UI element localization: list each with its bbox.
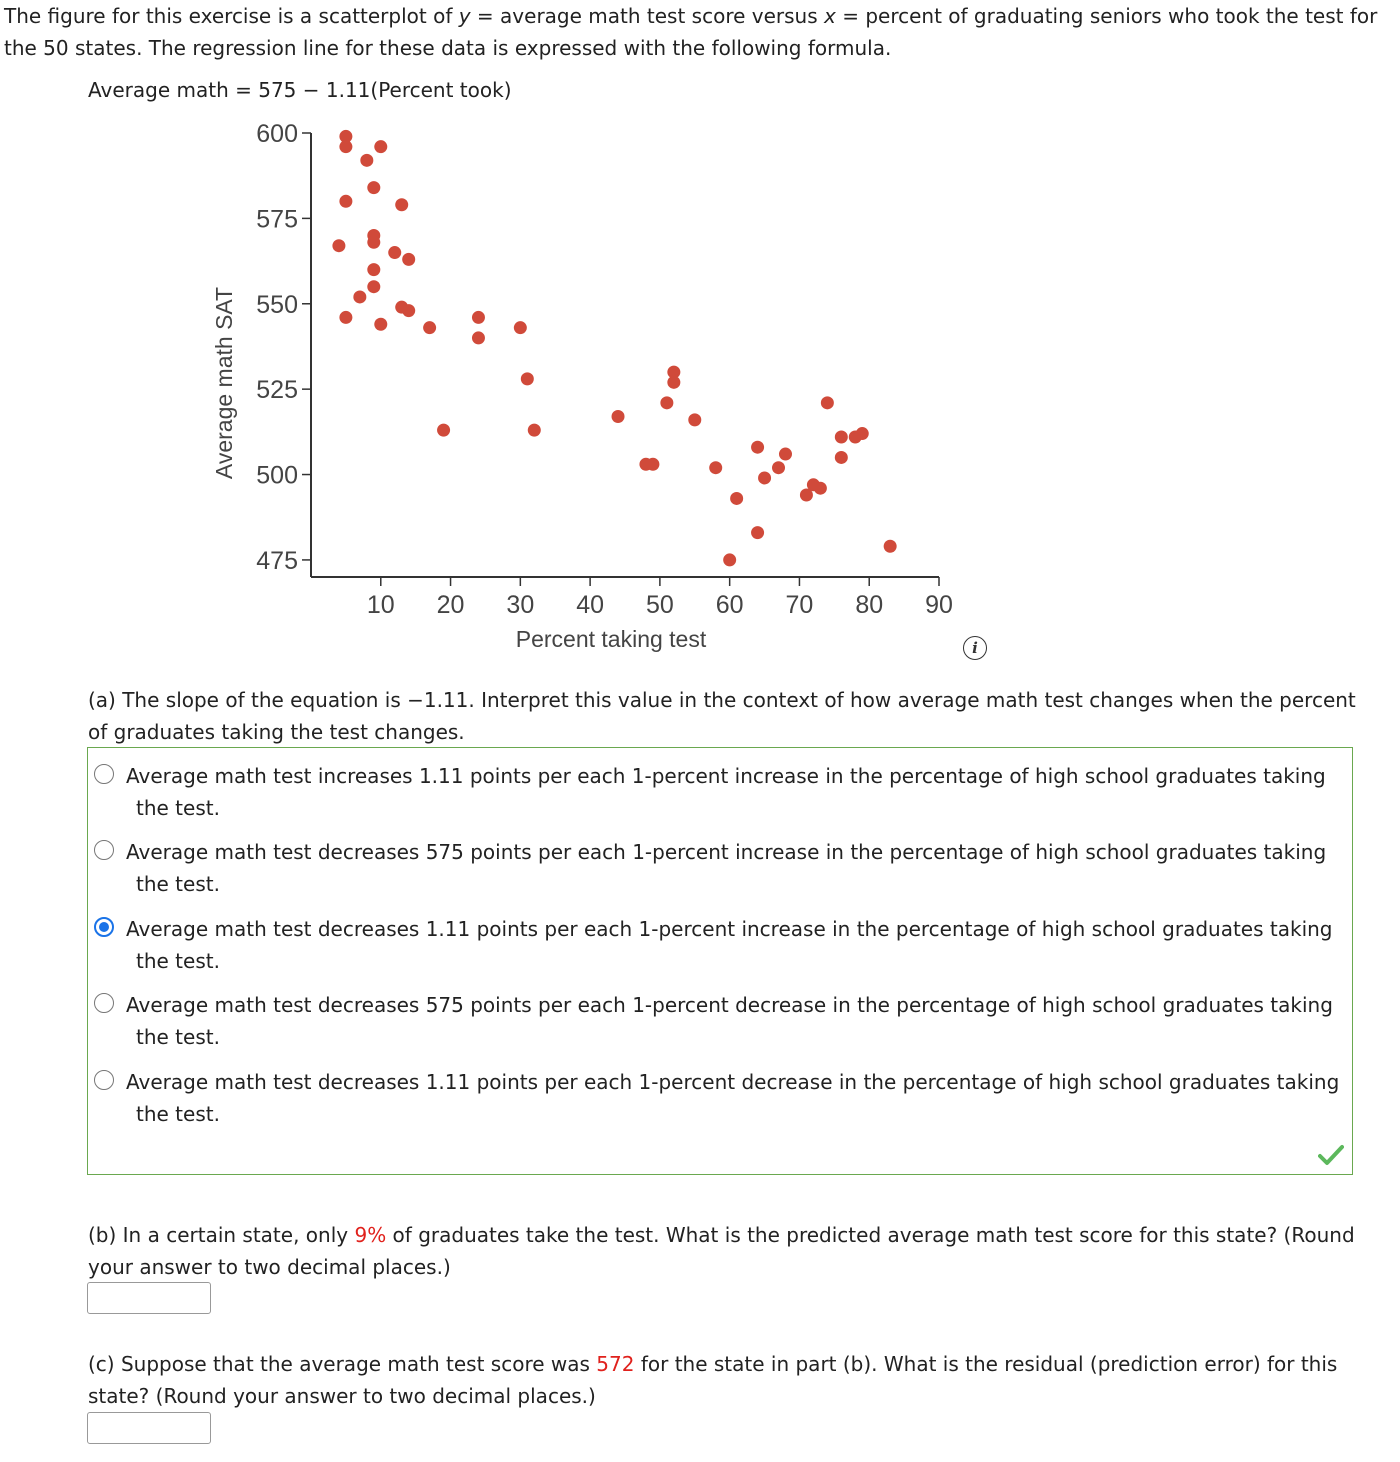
- data-point: [688, 413, 701, 426]
- x-tick-label: 20: [436, 591, 465, 619]
- x-variable: x: [824, 4, 836, 28]
- y-tick-label: 600: [256, 120, 298, 148]
- data-point: [612, 410, 625, 423]
- data-point: [367, 181, 380, 194]
- data-point: [528, 424, 541, 437]
- radio-4[interactable]: [94, 1070, 114, 1090]
- intro-text: The figure for this exercise is a scatterplot of y = average math test score versus x = percent of graduating seniors who took the test for the 50 states. The regression line for these data is expressed with the following formula.: [4, 4, 1378, 60]
- choice-text: Average math test decreases 1.11 points per each 1-percent decrease in the percentage of high school graduates taking the test.: [126, 1070, 1340, 1126]
- x-tick-label: 60: [715, 591, 744, 619]
- choice-text: Average math test decreases 575 points per each 1-percent increase in the percentage of high school graduates taking the test.: [126, 840, 1327, 896]
- data-point: [423, 321, 436, 334]
- x-tick-label: 40: [576, 591, 605, 619]
- choice-text: Average math test decreases 1.11 points per each 1-percent increase in the percentage of high school graduates taking the test.: [126, 917, 1333, 973]
- data-point: [709, 461, 722, 474]
- data-point: [835, 430, 848, 443]
- data-point: [367, 280, 380, 293]
- x-tick-label: 30: [506, 591, 535, 619]
- question-a: (a) The slope of the equation is −1.11. Interpret this value in the context of how average math test changes when the percent of graduates taking the test changes.: [88, 688, 1356, 744]
- data-point: [472, 311, 485, 324]
- data-point: [884, 540, 897, 553]
- y-tick-label: 575: [256, 205, 298, 234]
- data-point: [660, 396, 673, 409]
- data-point: [367, 263, 380, 276]
- data-point: [779, 448, 792, 461]
- x-tick-label: 10: [366, 591, 395, 619]
- correct-check-icon: [1318, 1144, 1344, 1166]
- y-axis-label: Average math SAT: [211, 286, 237, 480]
- y-tick-label: 500: [256, 461, 298, 490]
- data-point: [751, 441, 764, 454]
- data-point: [472, 331, 485, 344]
- answer-choices: [87, 747, 1353, 1175]
- highlight-percent: 9%: [354, 1223, 387, 1247]
- data-point: [402, 304, 415, 317]
- highlight-score: 572: [596, 1352, 635, 1376]
- question-c: (c) Suppose that the average math test score was 572 for the state in part (b). What is the residual (prediction error) for this state? (Round your answer to two decimal places.): [88, 1352, 1338, 1408]
- data-point: [395, 198, 408, 211]
- data-point: [339, 195, 352, 208]
- data-point: [856, 427, 869, 440]
- choice-text: Average math test increases 1.11 points per each 1-percent increase in the percentage of high school graduates taking the test.: [126, 764, 1326, 820]
- radio-3[interactable]: [94, 993, 114, 1013]
- radio-2[interactable]: [94, 917, 114, 937]
- x-axis-label: Percent taking test: [515, 626, 707, 652]
- radio-1[interactable]: [94, 840, 114, 860]
- data-point: [353, 290, 366, 303]
- data-point: [772, 461, 785, 474]
- data-point: [646, 458, 659, 471]
- y-tick-label: 475: [256, 546, 298, 575]
- y-tick-label: 525: [256, 376, 298, 405]
- data-point: [730, 492, 743, 505]
- answer-c-input[interactable]: [87, 1412, 211, 1444]
- x-tick-label: 70: [785, 591, 814, 619]
- data-point: [814, 482, 827, 495]
- data-point: [751, 526, 764, 539]
- scatterplot: [200, 112, 980, 672]
- y-tick-label: 550: [256, 290, 298, 319]
- data-point: [835, 451, 848, 464]
- data-point: [667, 376, 680, 389]
- data-point: [758, 471, 771, 484]
- data-point: [339, 140, 352, 153]
- data-point: [374, 318, 387, 331]
- data-point: [367, 236, 380, 249]
- data-point: [723, 553, 736, 566]
- data-point: [514, 321, 527, 334]
- data-point: [521, 372, 534, 385]
- regression-formula: Average math = 575 − 1.11(Percent took): [88, 78, 512, 102]
- answer-b-input[interactable]: [87, 1282, 211, 1314]
- radio-0[interactable]: [94, 764, 114, 784]
- data-point: [437, 424, 450, 437]
- data-point: [374, 140, 387, 153]
- question-b: (b) In a certain state, only 9% of graduates take the test. What is the predicted average math test score for this state? (Round your answer to two decimal places.): [88, 1223, 1355, 1279]
- x-tick-label: 90: [925, 591, 953, 619]
- info-icon[interactable]: i: [963, 636, 987, 660]
- data-point: [388, 246, 401, 259]
- x-tick-label: 50: [645, 591, 674, 619]
- data-point: [332, 239, 345, 252]
- data-point: [821, 396, 834, 409]
- data-point: [402, 253, 415, 266]
- data-point: [360, 154, 373, 167]
- choice-text: Average math test decreases 575 points per each 1-percent decrease in the percentage of high school graduates taking the test.: [126, 993, 1333, 1049]
- y-variable: y: [458, 4, 471, 28]
- data-point: [339, 311, 352, 324]
- x-tick-label: 80: [855, 591, 884, 619]
